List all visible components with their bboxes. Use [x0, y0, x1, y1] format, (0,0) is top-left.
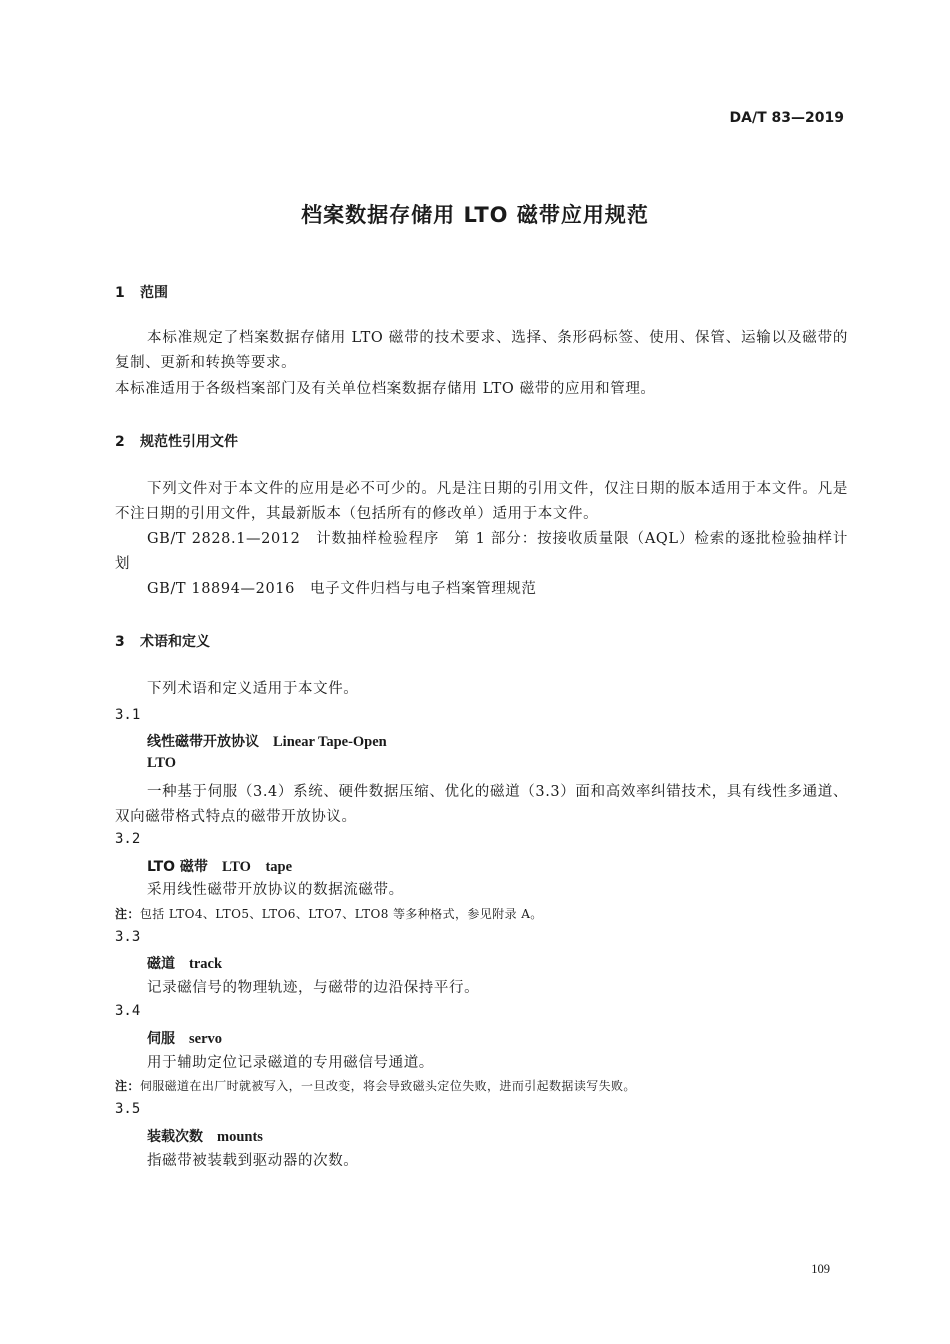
term-number: 3.4: [115, 1003, 141, 1019]
section-title: 规范性引用文件: [140, 434, 238, 450]
term-heading: [147, 953, 222, 973]
note-label: 注：: [115, 1079, 140, 1093]
term-abbreviation: LTO: [147, 755, 177, 771]
term-en: track: [189, 956, 223, 972]
term-definition: 采用线性磁带开放协议的数据流磁带。: [147, 882, 404, 898]
section-2-paragraph-1: 下列文件对于本文件的应用是必不可少的。凡是注日期的引用文件，仅注日期的版本适用于本文件。凡是不注日期的引用文件，其最新版本（包括所有的修改单）适用于本文件。: [115, 481, 848, 522]
term-heading: [147, 1028, 222, 1048]
section-3-intro: 下列术语和定义适用于本文件。: [147, 681, 359, 697]
section-number: 1: [115, 285, 125, 301]
normative-reference-1: GB/T 2828.1—2012 计数抽样检验程序 第 1 部分：按接收质量限（AQL）检索的逐批检验抽样计划: [115, 531, 848, 572]
standard-code: DA/T 83—2019: [729, 110, 844, 126]
term-heading: [147, 731, 387, 751]
term-zh: 磁道: [147, 956, 175, 972]
term-en: servo: [189, 1031, 223, 1047]
section-number: 2: [115, 434, 125, 450]
page-number: 109: [811, 1262, 830, 1276]
term-note: [115, 905, 543, 922]
term-zh: LTO 磁带: [147, 859, 208, 875]
term-definition: 记录磁信号的物理轨迹，与磁带的边沿保持平行。: [147, 980, 480, 996]
term-heading: [147, 855, 292, 876]
section-1-paragraph-2: 本标准适用于各级档案部门及有关单位档案数据存储用 LTO 磁带的应用和管理。: [115, 381, 656, 397]
term-en: mounts: [217, 1129, 263, 1145]
term-en: LTO tape: [221, 859, 293, 875]
section-title: 范围: [140, 285, 168, 301]
term-number: 3.5: [115, 1101, 141, 1117]
term-number: 3.3: [115, 929, 141, 945]
note-text: 包括 LTO4、LTO5、LTO6、LTO7、LTO8 等多种格式，参见附录 A。: [139, 907, 543, 921]
term-note: [115, 1077, 636, 1094]
normative-reference-2: GB/T 18894—2016 电子文件归档与电子档案管理规范: [147, 581, 537, 597]
term-definition: 用于辅助定位记录磁道的专用磁信号通道。: [147, 1055, 434, 1071]
section-title: 术语和定义: [140, 634, 210, 650]
term-definition: 指磁带被装载到驱动器的次数。: [147, 1153, 359, 1169]
term-en: Linear Tape-Open: [273, 734, 387, 750]
term-zh: 伺服: [147, 1031, 175, 1047]
term-number: 3.2: [115, 831, 141, 847]
note-label: 注：: [115, 907, 140, 921]
term-zh: 线性磁带开放协议: [147, 734, 259, 750]
section-1-paragraph-1: 本标准规定了档案数据存储用 LTO 磁带的技术要求、选择、条形码标签、使用、保管、运输以及磁带的复制、更新和转换等要求。: [115, 330, 848, 371]
section-3-heading: [115, 631, 210, 651]
term-definition: 一种基于伺服（3.4）系统、硬件数据压缩、优化的磁道（3.3）面和高效率纠错技术，具有线性多通道、双向磁带格式特点的磁带开放协议。: [115, 784, 848, 825]
term-number: 3.1: [115, 707, 141, 723]
term-heading: [147, 1126, 263, 1146]
note-text: 伺服磁道在出厂时就被写入，一旦改变，将会导致磁头定位失败，进而引起数据读写失败。: [139, 1079, 636, 1093]
term-zh: 装载次数: [147, 1129, 203, 1145]
section-1-heading: [115, 282, 168, 302]
section-2-heading: [115, 431, 238, 451]
document-title: 档案数据存储用 LTO 磁带应用规范: [301, 203, 649, 227]
section-number: 3: [115, 634, 125, 650]
